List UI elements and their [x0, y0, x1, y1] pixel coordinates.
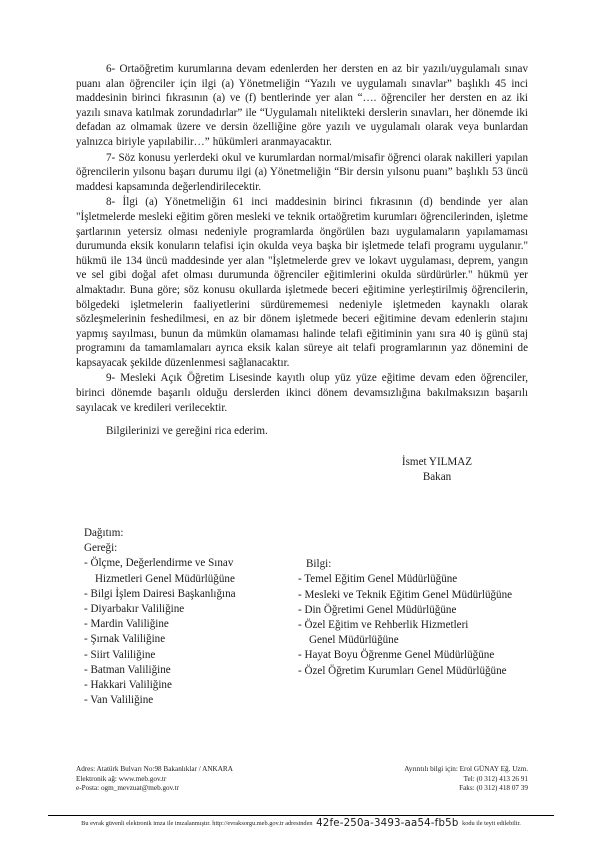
list-item: - Hakkari Valiliğine [84, 679, 172, 692]
distribution-heading: Dağıtım: [84, 527, 124, 539]
list-item [298, 618, 528, 648]
list-item: - Mardin Valiliğine [84, 618, 169, 631]
footer-email-line: e-Posta: ogm_mevzuat@meb.gov.tr [76, 784, 179, 793]
footer-address-line: Adres: Atatürk Bulvarı No:98 Bakanlıklar / ANKARA [76, 765, 233, 773]
footer-contact-address [76, 765, 233, 794]
list-item: - Din Öğretimi Genel Müdürlüğüne [298, 603, 457, 616]
list-item: - Batman Valiliğine [84, 663, 171, 676]
distribution-left-list [84, 556, 304, 708]
list-item-line2: Hizmetleri Genel Müdürlüğüne [95, 572, 235, 585]
footer-contact-name-line: Ayrıntılı bilgi için: Erol GÜNAY Eğ. Uzm. [404, 765, 528, 773]
list-item-line2: Genel Müdürlüğüne [309, 634, 399, 647]
list-item: - Özel Öğretim Kurumları Genel Müdürlüğüne [298, 664, 507, 677]
footer-website-line: Elektronik ağ: www.meb.gov.tr [76, 774, 167, 783]
list-item: - Diyarbakır Valiliğine [84, 603, 185, 616]
paragraph-8: 8- İlgi (a) Yönetmeliğin 61 inci maddesinin birinci fıkrasının (d) bendinde yer alan "İşletmelerde mesleki eğitim gören mesleki ve teknik ortaöğretim kurumları öğrencilerinden, işletme şartlarının yetersiz olması nedeniyle programlarda öngörülen bazı uygulamaların yapılamaması durumunda eksik konuların telafisi için okulda veya başka bir işletmede telafi programı uygulanır." hükmü ile 134 üncü maddesinde yer alan "İşletmelerde grev ve lokavt uygulaması, deprem, yangın ve sel gibi doğal afet olması durumunda öğrenciler eğitimlerini okulda sürdürürler." hükmü yer almaktadır. Buna göre; söz konusu okullarda işletmede beceri eğitimine yerleştirilmiş öğrencilerin, bölgedeki işletmelerin faaliyetlerini sürdürememesi nedeniyle işletmeden kaynaklı olarak sözleşmelerinin feshedilmesi, en az bir dönem işletmede beceri eğitimine devam edenlerin stajını yapmış sayılması, bunun da mümkün olamaması halinde telafi eğitiminin yanı sıra 40 iş günü staj programını da tamamlamaları ayrıca eksik kalan süreye ait telafi programlarının yaz dönemini de kapsayacak şekilde düzenlenmesi sağlanacaktır. [76, 196, 528, 369]
distribution-right-title: Bilgi: [306, 558, 332, 571]
paragraph-9: 9- Mesleki Açık Öğretim Lisesinde kayıtlı olup yüz yüze eğitime devam eden öğrenciler, birinci dönemde başarılı olduğu derslerden ikinci dönem devamsızlığına bakılmaksızın başarılı sayılacak ve kredileri verilecektir. [76, 372, 528, 414]
list-item [84, 556, 304, 586]
list-item: - Şırnak Valiliğine [84, 633, 166, 646]
verification-prefix: Bu evrak güvenli elektronik imza ile imzalanmıştır. http://evraksorgu.meb.gov.tr adresinden [81, 820, 313, 827]
footer-fax-line: Faks: (0 312) 418 07 39 [459, 784, 528, 793]
distribution-right-list [298, 572, 528, 678]
list-item: - Mesleki ve Teknik Eğitim Genel Müdürlüğüne [298, 588, 513, 601]
paragraph-7: 7- Söz konusu yerlerdeki okul ve kurumlardan normal/misafir öğrenci olarak nakilleri yapılan öğrencilerin yılsonu başarı durumu ilgi (a) Yönetmeliğin “Bir dersin yılsonu puanı” başlıklı 53 üncü maddesi kapsamında değerlendirilecektir. [76, 151, 528, 193]
list-item: - Siirt Valiliğine [84, 648, 156, 661]
list-item-line1: - Özel Eğitim ve Rehberlik Hizmetleri [298, 619, 469, 632]
list-item: - Bilgi İşlem Dairesi Başkanlığına [84, 587, 236, 600]
list-item: - Temel Eğitim Genel Müdürlüğüne [298, 573, 458, 586]
verification-suffix: kodu ile teyit edilebilir. [462, 820, 521, 827]
document-body [76, 62, 528, 439]
verification-text [48, 819, 554, 828]
verification-code: 42fe-250a-3493-aa54-fb5b [316, 818, 459, 829]
footer-contact-person [404, 765, 528, 794]
distribution-column-bilgi [298, 557, 528, 679]
verification-block [48, 815, 554, 828]
distribution-block [76, 526, 528, 707]
signatory-title: Bakan [422, 471, 452, 483]
distribution-left-title: Gereği: [84, 542, 118, 555]
closing-line: Bilgilerinizi ve gereğini rica ederim. [106, 425, 268, 438]
distribution-column-gerekli [84, 541, 304, 708]
signature-block [352, 455, 522, 485]
list-item: - Hayat Boyu Öğrenme Genel Müdürlüğüne [298, 649, 495, 662]
paragraph-6: 6- Ortaöğretim kurumlarına devam edenlerden her dersten en az bir yazılı/uygulamalı sınav puanı alan öğrenciler için ilgi (a) Yönetmeliğin “Yazılı ve uygulamalı sınavlar” başlıklı 45 inci maddesinin birinci fıkrasının (a) ve (f) bentlerinde yer alan “…. öğrenciler her dersten en az iki yazılı sınava katılmak zorundadırlar” ile “Uygulamalı nitelikteki derslerin sınavları, her dönemde iki defadan az olmamak üzere ve dersin özelliğine göre yazılı ve uygulamalı olarak veya bunlardan yalnızca biriyle yapılabilir…” hükümleri aranmayacaktır. [76, 63, 528, 148]
footer-phone-line: Tel: (0 312) 413 26 91 [463, 774, 528, 783]
verification-divider [48, 815, 554, 816]
list-item: - Van Valiliğine [84, 694, 154, 707]
list-item-line1: - Ölçme, Değerlendirme ve Sınav [84, 557, 234, 570]
signatory-name: İsmet YILMAZ [401, 456, 473, 468]
